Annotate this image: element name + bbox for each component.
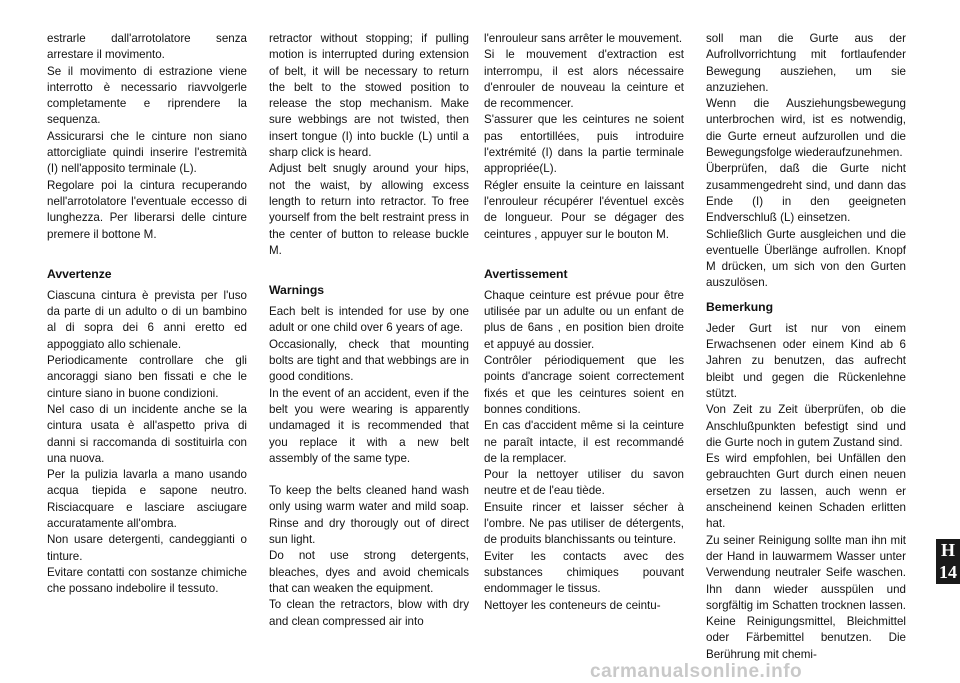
column-english bbox=[269, 31, 469, 630]
paragraph: Occasionally, check that mounting bolts are tight and that webbings are in good conditions. bbox=[269, 337, 469, 384]
column-french bbox=[484, 31, 684, 614]
paragraph: Si le mouvement d'extraction est interrompu, il est alors nécessaire d'enrouler de nouveau la ceinture et de recommencer. bbox=[484, 48, 684, 111]
section-tab bbox=[936, 539, 960, 584]
paragraph: In the event of an accident, even if the belt you were wearing is apparently undamaged it is recommended that you replace it with a new belt assembly of the same type. bbox=[269, 386, 469, 465]
paragraph: Ensuite rincer et laisser sécher à l'ombre. Ne pas utiliser de détergents, de produits blanchissants ou teinture. bbox=[484, 500, 684, 547]
paragraph: Nettoyer les conteneurs de ceintu- bbox=[484, 598, 661, 612]
section-tab-letter: H bbox=[940, 540, 955, 560]
section-tab-number: 14 bbox=[939, 562, 957, 582]
paragraph: S'assurer que les ceintures ne soient pas entortillées, puis introduire l'extrémité (I) dans la partie terminale appropriée(L). bbox=[484, 113, 684, 176]
paragraph: Überprüfen, daß die Gurte nicht zusammengedreht sind, und dann das Ende (I) in den geeigneten Endverschluß (L) einsetzen. bbox=[706, 162, 906, 225]
paragraph: l'enrouleur sans arrêter le mouvement. bbox=[484, 32, 683, 45]
paragraph: Schließlich Gurte ausgleichen und die eventuelle Überlänge aufrollen. Knopf M drücken, um sich von den Gurten auszulösen. bbox=[706, 227, 906, 290]
paragraph: Nel caso di un incidente anche se la cintura usata è all'aspetto priva di danni si raccomanda di sostituirla con una nuova. bbox=[47, 402, 247, 465]
paragraph: Evitare contatti con sostanze chimiche che possano indebolire il tessuto. bbox=[47, 565, 247, 596]
section-heading-avvertenze: Avvertenze bbox=[47, 266, 112, 281]
column-italian bbox=[47, 31, 247, 598]
section-heading-avertissement: Avertissement bbox=[484, 266, 568, 281]
paragraph: estrarle dall'arrotolatore senza arrestare il movimento. bbox=[47, 32, 247, 62]
paragraph: Jeder Gurt ist nur von einem Erwachsenen oder einem Kind ab 6 Jahren zu benutzen, das aufrecht bleibt und gegen die Rückenlehne stützt. bbox=[706, 321, 906, 400]
paragraph: Per la pulizia lavarla a mano usando acqua tiepida e sapone neutro. Risciacquare e lasciare asciugare accuratamente all'ombra. bbox=[47, 468, 247, 531]
paragraph: Periodicamente controllare che gli ancoraggi siano ben fissati e che le cinture siano in buone condizioni. bbox=[47, 354, 247, 400]
column-german bbox=[706, 31, 906, 663]
paragraph: Do not use strong detergents, bleaches, dyes and avoid chemicals that can weaken the equipment. bbox=[269, 549, 469, 595]
paragraph: Contrôler périodiquement que les points d'ancrage soient correctement fixés et que les ceintures soient en bonnes conditions. bbox=[484, 354, 684, 416]
paragraph: Zu seiner Reinigung sollte man ihn mit der Hand in lauwarmem Wasser unter Verwendung neutraler Seife waschen. Ihn dann wieder ausspülen und sorgfältig im Schatten trocknen lassen. Keine Reinigungsmittel, Bleichmittel oder Färbemittel benutzen. Die Berührung mit chemi- bbox=[706, 533, 906, 661]
paragraph: Regolare poi la cintura recuperando nell'arrotolatore l'eventuale eccesso di lunghezza. Per liberarsi delle cinture premere il bottone M. bbox=[47, 178, 247, 241]
paragraph: Pour la nettoyer utiliser du savon neutre et de l'eau tiède. bbox=[484, 468, 684, 498]
section-heading-warnings: Warnings bbox=[269, 283, 325, 298]
paragraph: En cas d'accident même si la ceinture ne paraît intacte, il est recommandé de la remplacer. bbox=[484, 419, 684, 465]
paragraph: Non usare detergenti, candeggianti o tinture. bbox=[47, 533, 247, 563]
paragraph: Es wird empfohlen, bei Unfällen den gebrauchten Gurt durch einen neuen ersetzen zu lassen, auch wenn er anscheinend keinen Schaden erlitten hat. bbox=[706, 452, 906, 531]
paragraph: retractor without stopping; if pulling motion is interrupted during extension of belt, it will be necessary to return the belt to the stowed position to release the stop mechanism. Make sure webbings are not twisted, then insert tongue (I) into buckle (L) until a sharp click is heard. bbox=[269, 32, 469, 160]
paragraph: Se il movimento di estrazione viene interrotto è necessario riavvolgerle completamente e riprendere la sequenza. bbox=[47, 64, 247, 127]
paragraph: To keep the belts cleaned hand wash only using warm water and mild soap. Rinse and dry thorougly out of direct sun light. bbox=[269, 484, 469, 547]
paragraph: Chaque ceinture est prévue pour être utilisée par un adulte ou un enfant de plus de 6ans , en position bien droite et appuyé au dossier. bbox=[484, 288, 684, 351]
watermark: carmanualsonline.info bbox=[590, 661, 803, 682]
paragraph: Adjust belt snugly around your hips, not the waist, by allowing excess length to return into retractor. To free yourself from the belt restraint press in the center of button to release buckle M. bbox=[269, 162, 469, 257]
paragraph: Wenn die Ausziehungsbewegung unterbrochen wird, ist es notwendig, die Gurte erneut aufzurollen und die Bewegungsfolge wiederaufzunehmen. bbox=[706, 97, 906, 160]
section-heading-bemerkung: Bemerkung bbox=[706, 299, 774, 314]
paragraph: Eviter les contacts avec des substances chimiques pouvant endommager le tissus. bbox=[484, 549, 684, 596]
paragraph: To clean the retractors, blow with dry and clean compressed air into bbox=[269, 598, 469, 628]
paragraph: Each belt is intended for use by one adult or one child over 6 years of age. bbox=[269, 305, 469, 335]
paragraph: Ciascuna cintura è prevista per l'uso da parte di un adulto o di un bambino al di sopra dei 6 anni eretto ed appoggiato allo schienale. bbox=[47, 288, 247, 351]
paragraph: Von Zeit zu Zeit überprüfen, ob die Anschlußpunkten befestigt sind und die Gurte noch in gutem Zustand sind. bbox=[706, 403, 906, 449]
paragraph: Régler ensuite la ceinture en laissant l'enrouleur récupérer l'éventuel excès de longueur. Pour se dégager des ceintures , appuyer sur le bouton M. bbox=[484, 178, 684, 241]
paragraph: soll man die Gurte aus der Aufrollvorrichtung mit fortlaufender Bewegung ausziehen, um sie anzuziehen. bbox=[706, 32, 906, 94]
paragraph: Assicurarsi che le cinture non siano attorcigliate quindi inserire l'estremità (I) nell'apposito terminale (L). bbox=[47, 129, 247, 176]
